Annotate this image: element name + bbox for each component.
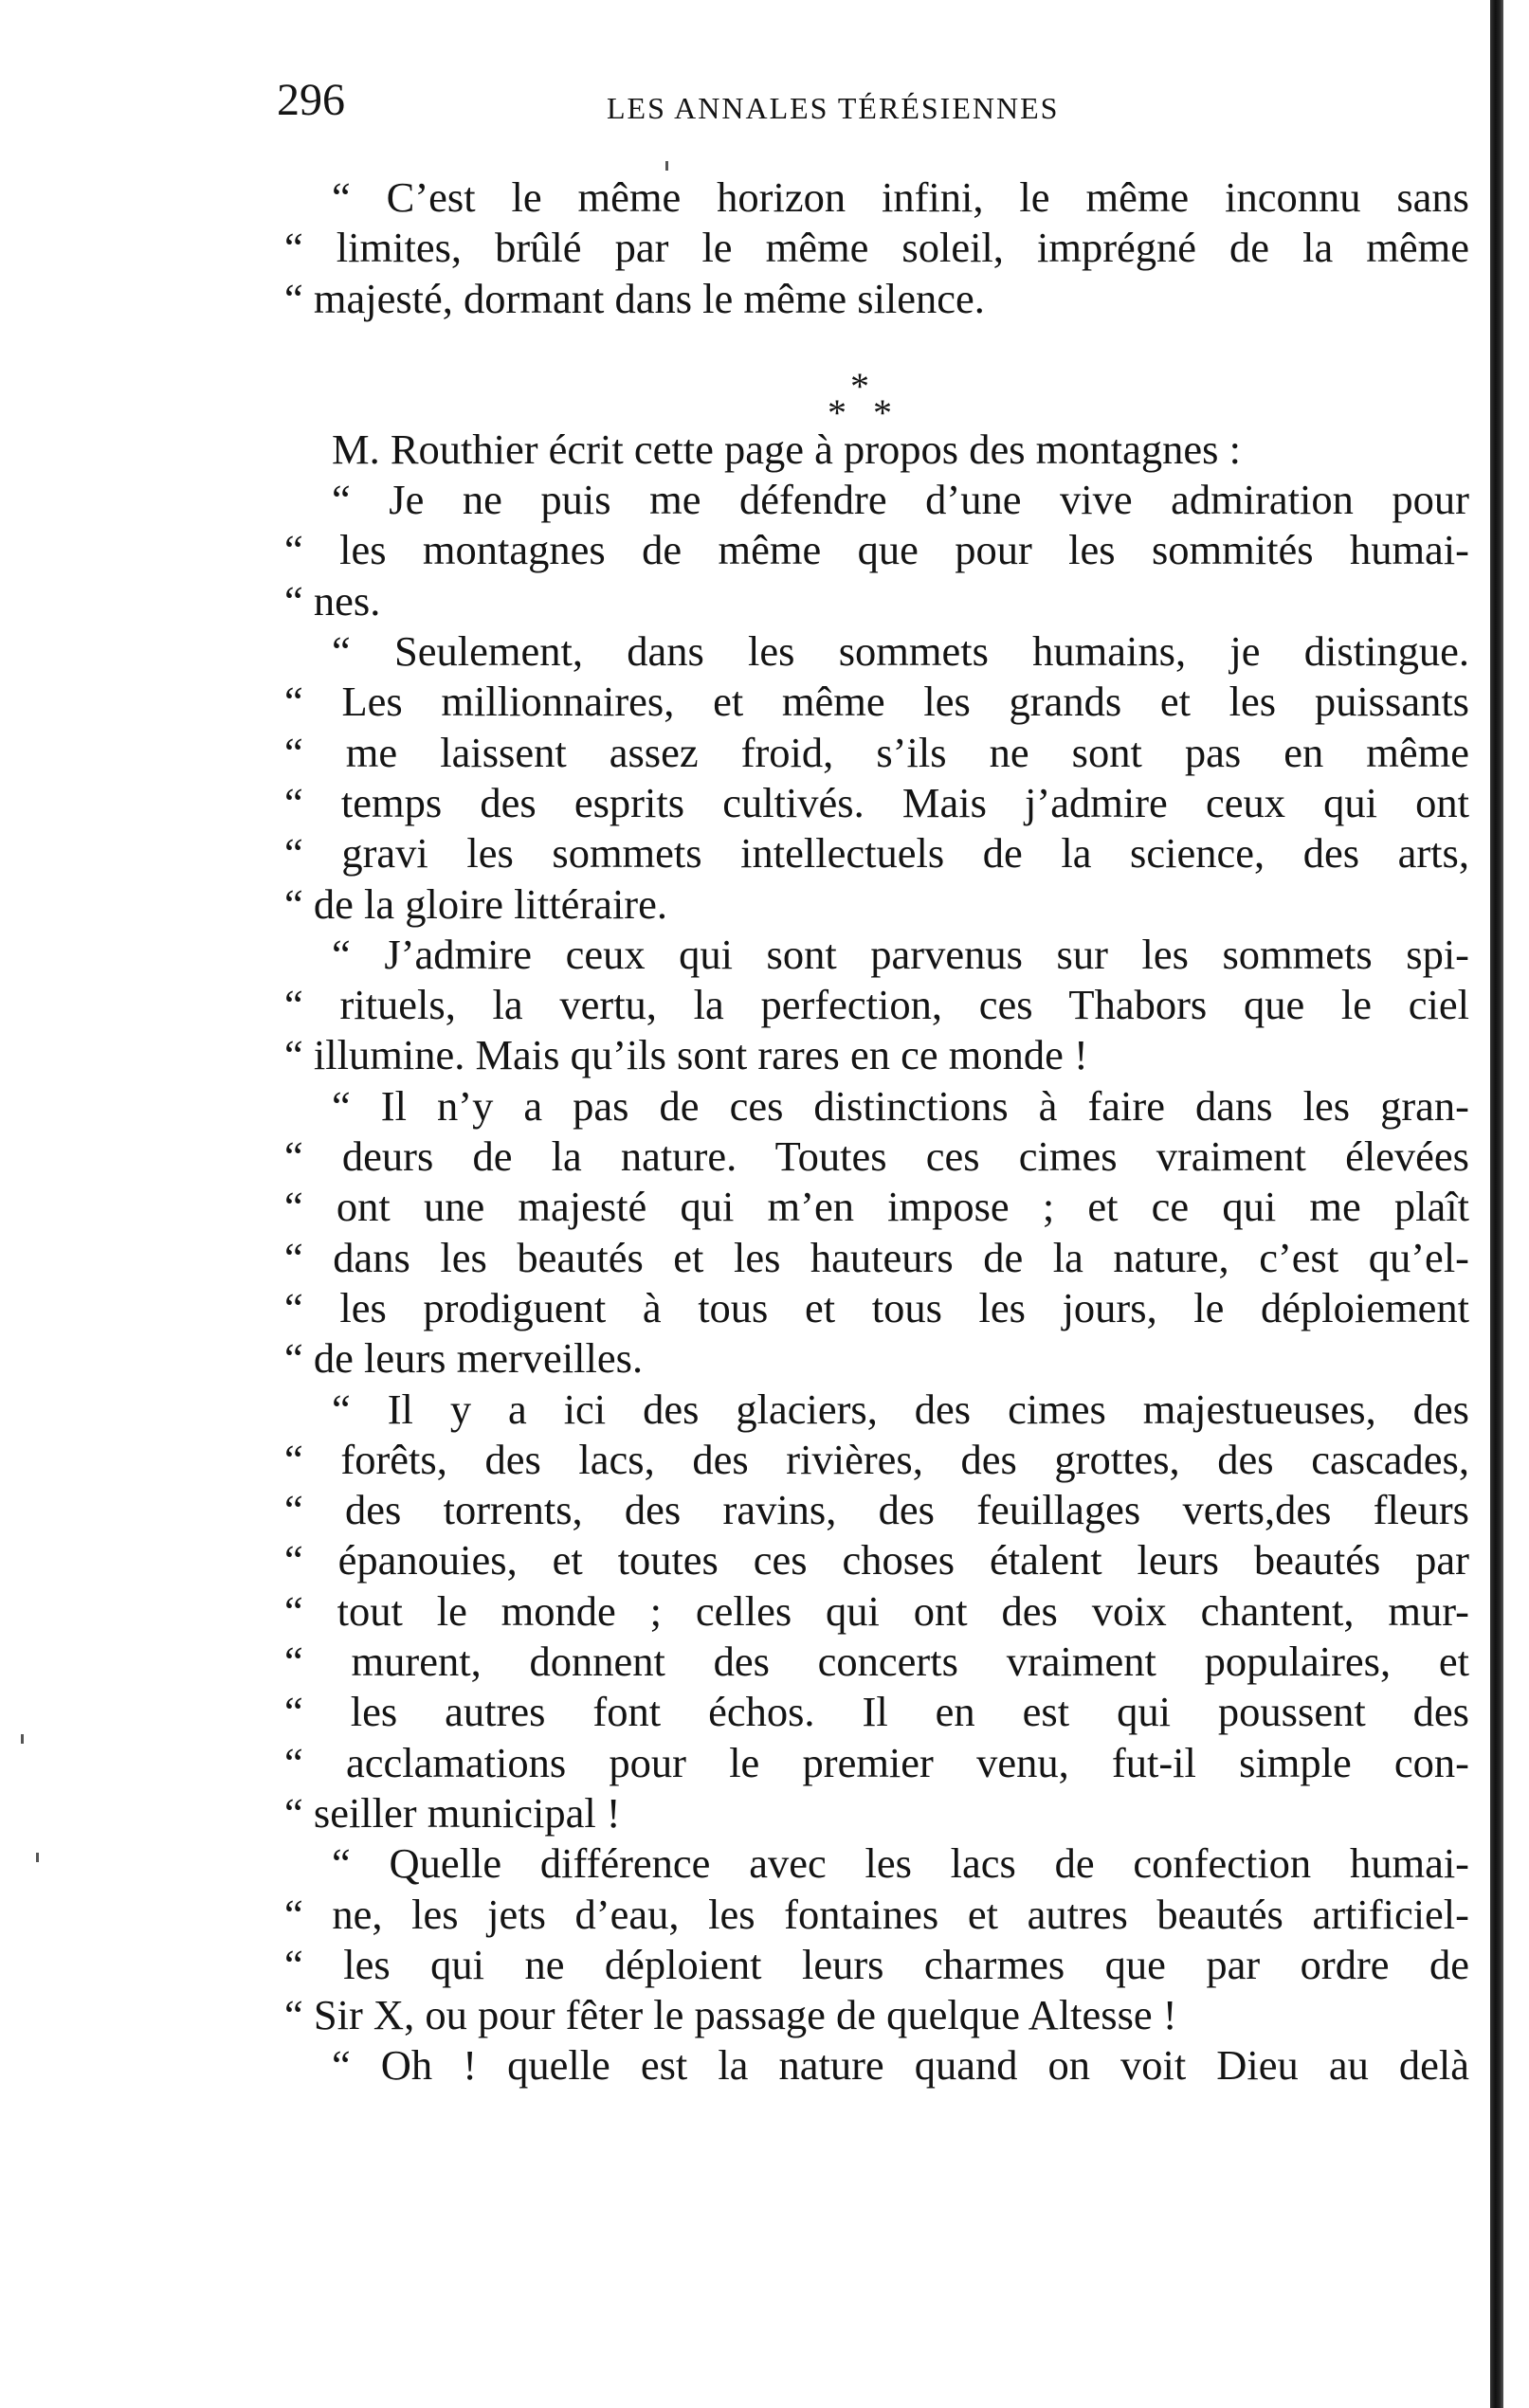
text-line: “ Sir X, ou pour fêter le passage de quelque Altesse ! <box>284 1991 1177 2039</box>
asterism-ornament: * * * <box>828 365 892 434</box>
text-line: “ de la gloire littéraire. <box>284 879 667 928</box>
text-line: “ Je ne puis me défendre d’une vive admiration pour <box>332 476 1469 524</box>
text-line: “ Les millionnaires, et même les grands et les puissants <box>284 678 1469 726</box>
text-line: “ me laissent assez froid, s’ils ne sont pas en même <box>284 728 1469 776</box>
text-line: “ de leurs merveilles. <box>284 1334 644 1383</box>
text-line: “ tout le monde ; celles qui ont des voix chantent, mur- <box>284 1586 1469 1635</box>
text-line: “ illumine. Mais qu’ils sont rares en ce monde ! <box>284 1031 1088 1079</box>
page-edge-shadow <box>1490 0 1503 2408</box>
text-line: “ C’est le même horizon infini, le même inconnu sans <box>332 173 1469 221</box>
text-line: “ épanouies, et toutes ces choses étalent leurs beautés par <box>284 1536 1469 1584</box>
text-line: “ dans les beautés et les hauteurs de la nature, c’est qu’el- <box>284 1233 1469 1281</box>
text-line: “ Seulement, dans les sommets humains, je distingue. <box>332 627 1469 676</box>
text-line: “ ne, les jets d’eau, les fontaines et autres beautés artificiel- <box>284 1890 1469 1938</box>
text-line: “ les prodiguent à tous et tous les jours, le déploiement <box>284 1283 1469 1331</box>
text-line: “ rituels, la vertu, la perfection, ces Thabors que le ciel <box>284 981 1469 1029</box>
text-line: “ J’admire ceux qui sont parvenus sur les sommets spi- <box>332 930 1469 978</box>
text-line: “ seiller municipal ! <box>284 1788 621 1837</box>
text-line: “ forêts, des lacs, des rivières, des grottes, des cascades, <box>284 1435 1469 1483</box>
page-number: 296 <box>277 75 345 125</box>
print-speck <box>665 161 668 171</box>
text-line: “ majesté, dormant dans le même silence. <box>284 274 985 322</box>
text-line: “ acclamations pour le premier venu, fut-il simple con- <box>284 1738 1469 1786</box>
print-speck <box>21 1734 24 1744</box>
text-line: “ les autres font échos. Il en est qui poussent des <box>284 1688 1469 1736</box>
text-line: “ les qui ne déploient leurs charmes que par ordre de <box>284 1940 1469 1988</box>
body-text <box>284 172 1469 2091</box>
text-line: “ Il n’y a pas de ces distinctions à faire dans les gran- <box>332 1081 1469 1130</box>
text-line: “ des torrents, des ravins, des feuillages verts,des fleurs <box>284 1486 1469 1534</box>
text-line: “ gravi les sommets intellectuels de la science, des arts, <box>284 829 1469 878</box>
text-line: “ limites, brûlé par le même soleil, imprégné de la même <box>284 224 1469 272</box>
text-line: “ nes. <box>284 576 381 625</box>
text-line: “ les montagnes de même que pour les sommités humai- <box>284 526 1469 574</box>
text-line: “ Oh ! quelle est la nature quand on voit Dieu au delà <box>332 2041 1469 2090</box>
text-line: “ murent, donnent des concerts vraiment populaires, et <box>284 1638 1469 1686</box>
text-line: “ ont une majesté qui m’en impose ; et ce qui me plaît <box>284 1183 1469 1231</box>
running-head: LES ANNALES TÉRÉSIENNES <box>607 91 1060 125</box>
text-line: “ Il y a ici des glaciers, des cimes majestueuses, des <box>332 1385 1469 1433</box>
text-line: “ Quelle différence avec les lacs de confection humai- <box>332 1839 1469 1888</box>
text-line: “ deurs de la nature. Toutes ces cimes vraiment élevées <box>284 1132 1469 1181</box>
text-line: M. Routhier écrit cette page à propos des montagnes : <box>332 425 1241 473</box>
print-speck <box>36 1853 39 1862</box>
text-line: “ temps des esprits cultivés. Mais j’admire ceux qui ont <box>284 778 1469 826</box>
